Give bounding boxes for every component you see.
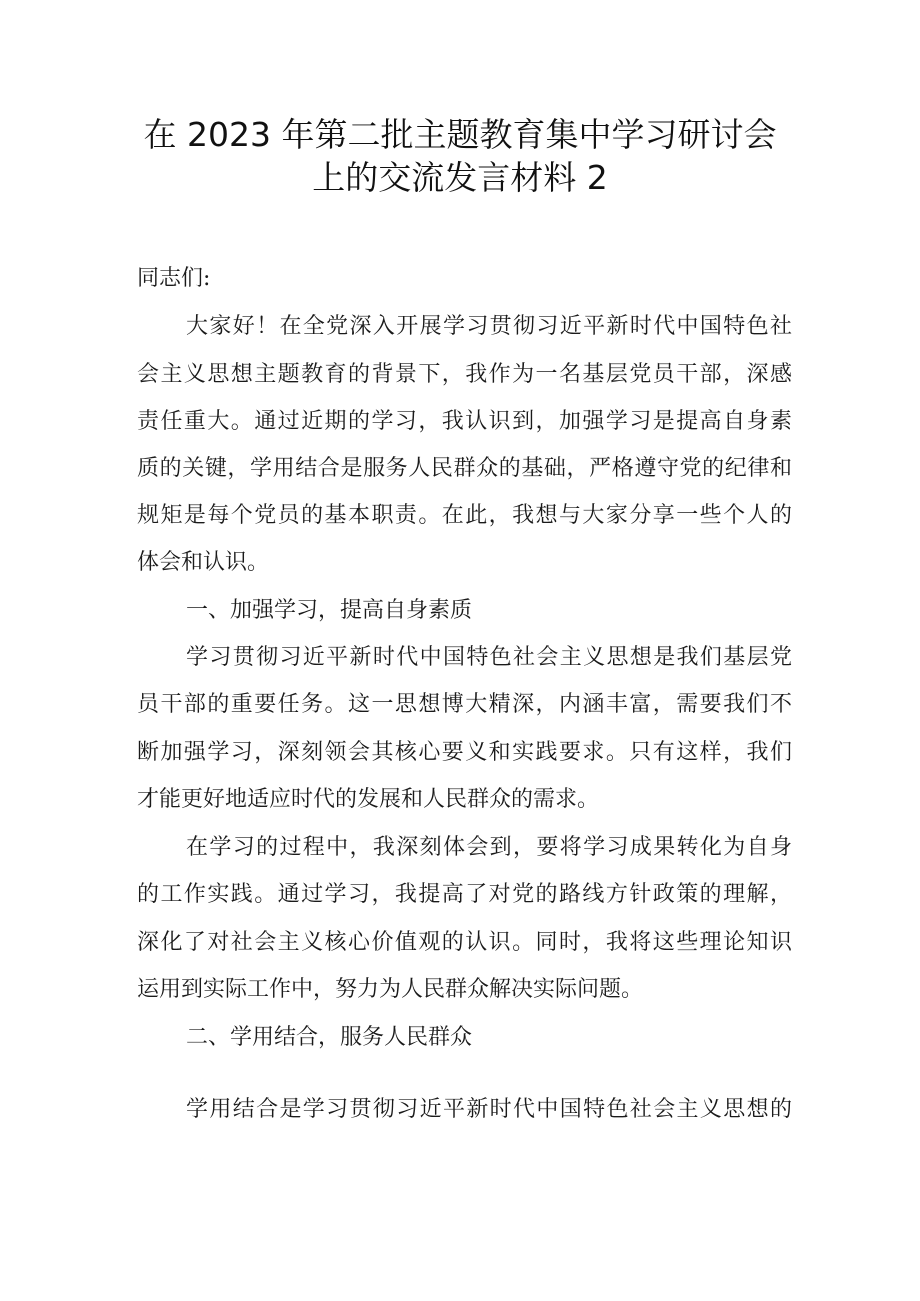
paragraph-3-line-1: 在学习的过程中，我深刻体会到，要将学习成果转化为自身	[186, 835, 792, 860]
paragraph-1-line-4: 质的关键，学用结合是服务人民群众的基础，严格遵守党的纪律和	[137, 456, 792, 481]
section-heading-2: 二、学用结合，服务人民群众	[186, 1025, 473, 1050]
paragraph-1-line-2: 会主义思想主题教育的背景下，我作为一名基层党员干部，深感	[137, 362, 792, 387]
paragraph-3-line-3: 深化了对社会主义核心价值观的认识。同时，我将这些理论知识	[137, 930, 792, 955]
salutation: 同志们:	[137, 266, 211, 291]
paragraph-2-line-2: 员干部的重要任务。这一思想博大精深，内涵丰富，需要我们不	[137, 692, 792, 717]
paragraph-2-line-4: 才能更好地适应时代的发展和人民群众的需求。	[137, 787, 600, 812]
paragraph-1-line-5: 规矩是每个党员的基本职责。在此，我想与大家分享一些个人的	[137, 503, 792, 528]
section-heading-1: 一、加强学习，提高自身素质	[186, 598, 473, 623]
paragraph-3-line-2: 的工作实践。通过学习，我提高了对党的路线方针政策的理解，	[137, 882, 792, 907]
paragraph-1-line-3: 责任重大。通过近期的学习，我认识到，加强学习是提高自身素	[137, 409, 792, 434]
paragraph-4-line-1: 学用结合是学习贯彻习近平新时代中国特色社会主义思想的	[186, 1097, 792, 1122]
document-title-line-1: 在 2023 年第二批主题教育集中学习研讨会	[143, 115, 777, 154]
paragraph-2-line-3: 断加强学习，深刻领会其核心要义和实践要求。只有这样，我们	[137, 740, 792, 765]
paragraph-1-line-1: 大家好！在全党深入开展学习贯彻习近平新时代中国特色社	[186, 314, 792, 339]
paragraph-2-line-1: 学习贯彻习近平新时代中国特色社会主义思想是我们基层党	[186, 645, 792, 670]
paragraph-3-line-4: 运用到实际工作中，努力为人民群众解决实际问题。	[137, 977, 644, 1002]
document-title-line-2: 上的交流发言材料 2	[312, 158, 608, 197]
paragraph-1-line-6: 体会和认识。	[137, 550, 270, 575]
